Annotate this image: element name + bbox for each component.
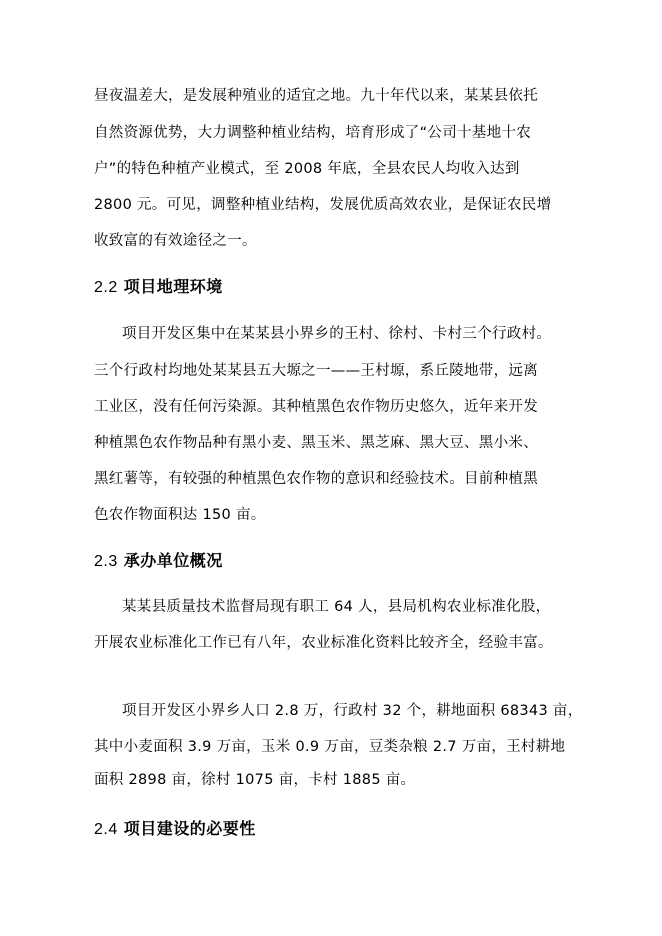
paragraph-line: 户”的特色种植产业模式，至 2008 年底，全县农民人均收入达到 xyxy=(94,161,520,177)
paragraph-line: 自然资源优势，大力调整种植业结构，培育形成了“公司十基地十农 xyxy=(94,125,532,141)
section-title: 项目地理环境 xyxy=(123,277,223,296)
paragraph-line: 2800 元。可见，调整种植业结构，发展优质高效农业，是保证农民增 xyxy=(94,197,552,213)
section-number: 2.3 xyxy=(94,553,118,570)
paragraph-line: 开展农业标准化工作已有八年，农业标准化资料比较齐全，经验丰富。 xyxy=(94,635,553,651)
paragraph-line: 三个行政村均地处某某县五大塬之一——王村塬，系丘陵地带，远离 xyxy=(94,363,538,379)
section-title: 承办单位概况 xyxy=(123,551,223,570)
paragraph-line: 工业区，没有任何污染源。其种植黑色农作物历史悠久，近年来开发 xyxy=(94,399,538,415)
paragraph-line: 色农作物面积达 150 亩。 xyxy=(94,507,266,523)
paragraph-line: 种植黑色农作物品种有黑小麦、黑玉米、黑芝麻、黑大豆、黑小米、 xyxy=(94,435,538,451)
paragraph-line: 昼夜温差大，是发展种殖业的适宜之地。九十年代以来，某某县依托 xyxy=(94,88,538,104)
section-title: 项目建设的必要性 xyxy=(123,819,256,838)
paragraph-line: 项目开发区集中在某某县小界乡的王村、徐村、卡村三个行政村。 xyxy=(122,326,552,342)
section-heading-2-2 xyxy=(94,276,223,299)
paragraph-line: 收致富的有效途径之一。 xyxy=(94,233,257,249)
section-number: 2.2 xyxy=(94,279,118,296)
paragraph-line: 黑红薯等，有较强的种植黑色农作物的意识和经验技术。目前种植黑 xyxy=(94,471,538,487)
paragraph-line: 某某县质量技术监督局现有职工 64 人，县局机构农业标准化股， xyxy=(122,599,551,615)
paragraph-line: 面积 2898 亩，徐村 1075 亩，卡村 1885 亩。 xyxy=(94,772,416,788)
paragraph-line: 项目开发区小界乡人口 2.8 万，行政村 32 个，耕地面积 68343 亩， xyxy=(122,703,583,719)
section-heading-2-3 xyxy=(94,550,223,573)
section-number: 2.4 xyxy=(94,821,118,838)
paragraph-line: 其中小麦面积 3.9 万亩，玉米 0.9 万亩，豆类杂粮 2.7 万亩，王村耕地 xyxy=(94,739,566,755)
section-heading-2-4 xyxy=(94,818,256,841)
